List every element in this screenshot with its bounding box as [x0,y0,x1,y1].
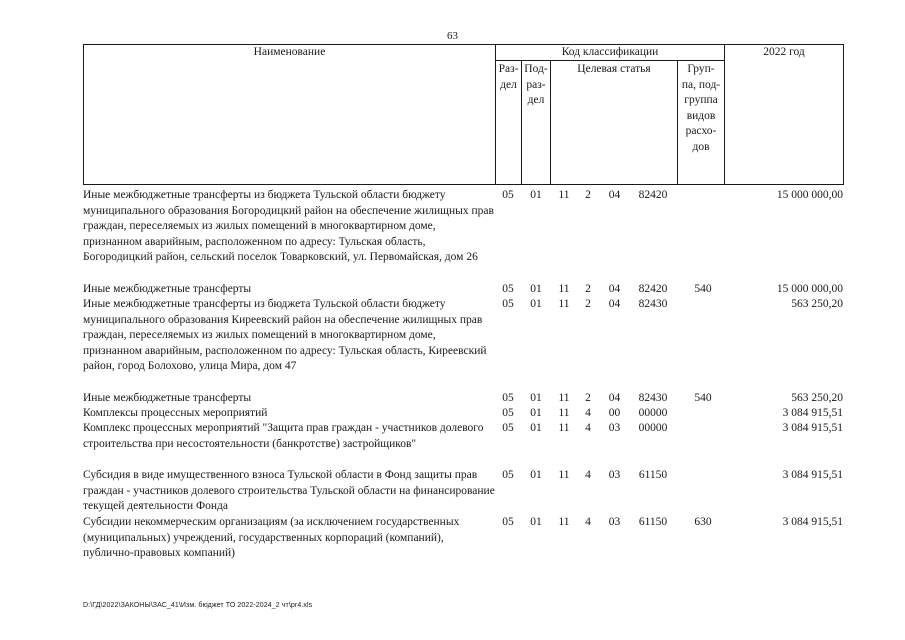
header-code-group: Код классификации [561,46,659,58]
header-left-border [83,44,84,185]
header-podrazdel-divider [550,60,551,185]
header-code-divider [724,44,725,185]
row-name: Иные межбюджетные трансферты из бюджета Тульской области бюджету муниципального образования Киреевский район на обеспечение жилищных прав граждан, переселяемых из жилых помещений в многоквартирном доме, признанном аварийным, расположенном по адресу: Тульская область, Киреевский район, город Болохово, улица Мира, дом 47 [83,298,487,372]
row-target-type: 2 [585,298,591,310]
row-podrazdel: 01 [530,189,542,201]
row-podrazdel: 01 [530,422,542,434]
row-amount: 563 250,20 [791,298,843,310]
row-podrazdel: 01 [530,392,542,404]
row-name: Комплексы процессных мероприятий [83,407,268,419]
row-podrazdel: 01 [530,469,542,481]
row-target-program: 11 [558,422,570,434]
header-target: Целевая статья [577,63,651,75]
row-razdel: 05 [502,392,514,404]
row-amount: 3 084 915,51 [782,407,843,419]
row-podrazdel: 01 [530,407,542,419]
row-target-direction: 00000 [638,422,668,434]
row-expense-type: 630 [694,516,712,528]
row-name: Субсидия в виде имущественного взноса Тульской области в Фонд защиты прав граждан - участников долевого строительства Тульской области на финансирование текущей деятельности Фонда [83,469,495,512]
row-target-program: 11 [558,516,570,528]
row-name: Иные межбюджетные трансферты [83,283,252,295]
row-amount: 15 000 000,00 [776,189,843,201]
row-target-type: 2 [585,283,591,295]
header-right-border [843,44,844,185]
row-target-direction: 82420 [638,189,668,201]
row-amount: 3 084 915,51 [782,469,843,481]
header-year: 2022 год [763,46,805,58]
row-razdel: 05 [502,283,514,295]
row-target-type: 2 [585,392,591,404]
row-target-direction: 82420 [638,283,668,295]
row-razdel: 05 [502,469,514,481]
row-target-program: 11 [558,469,570,481]
row-amount: 15 000 000,00 [776,283,843,295]
row-target-type: 4 [585,469,591,481]
row-target-subprogram: 03 [608,516,621,528]
row-target-program: 11 [558,392,570,404]
row-name: Субсидии некоммерческим организациям (за исключением государственных (муниципальных) учреждений, государственных корпораций (компаний), публично-правовых компаний) [83,516,460,559]
row-name: Комплекс процессных мероприятий "Защита прав граждан - участников долевого строительства при несостоятельности (банкротстве) застройщиков" [83,422,484,450]
row-target-program: 11 [558,283,570,295]
row-target-subprogram: 00 [608,407,621,419]
page-number: 63 [447,30,458,42]
row-target-type: 4 [585,422,591,434]
header-razdel: Раз- дел [498,63,519,91]
row-amount: 3 084 915,51 [782,516,843,528]
row-amount: 563 250,20 [791,392,843,404]
row-target-direction: 61150 [638,516,668,528]
row-target-program: 11 [558,298,570,310]
row-razdel: 05 [502,298,514,310]
row-target-type: 4 [585,407,591,419]
row-target-subprogram: 04 [608,392,621,404]
row-razdel: 05 [502,422,514,434]
row-target-program: 11 [558,189,570,201]
row-amount: 3 084 915,51 [782,422,843,434]
row-expense-type: 540 [694,283,712,295]
row-razdel: 05 [502,516,514,528]
header-podrazdel: Под- раз- дел [524,63,548,106]
row-target-subprogram: 03 [608,422,621,434]
row-podrazdel: 01 [530,298,542,310]
row-razdel: 05 [502,407,514,419]
row-target-direction: 61150 [638,469,668,481]
header-name: Наименование [253,46,326,58]
header-bottom-rule [83,184,844,185]
file-path-footer: D:\ГД\2022\ЗАКОНЫ\ЗАС_41\Изм. бюджет ТО 2022-2024_2 чт\pr4.xls [83,602,313,609]
row-name: Иные межбюджетные трансферты [83,392,252,404]
header-vid: Груп- па, под- группа видов расхо- дов [681,63,721,153]
row-name: Иные межбюджетные трансферты из бюджета Тульской области бюджету муниципального образования Богородицкий район на обеспечение жилищных прав граждан, переселяемых из жилых помещений в многоквартирном доме, признанном аварийным, расположенном по адресу: Тульская область, Богородицкий район, сельский поселок Товарковский, ул. Первомайская, дом 26 [83,189,494,263]
row-target-subprogram: 04 [608,189,621,201]
row-expense-type: 540 [694,392,712,404]
row-podrazdel: 01 [530,283,542,295]
row-target-direction: 00000 [638,407,668,419]
row-target-subprogram: 04 [608,298,621,310]
row-target-type: 2 [585,189,591,201]
row-podrazdel: 01 [530,516,542,528]
row-target-type: 4 [585,516,591,528]
row-target-subprogram: 03 [608,469,621,481]
row-razdel: 05 [502,189,514,201]
row-target-direction: 82430 [638,298,668,310]
row-target-program: 11 [558,407,570,419]
row-target-subprogram: 04 [608,283,621,295]
row-target-direction: 82430 [638,392,668,404]
